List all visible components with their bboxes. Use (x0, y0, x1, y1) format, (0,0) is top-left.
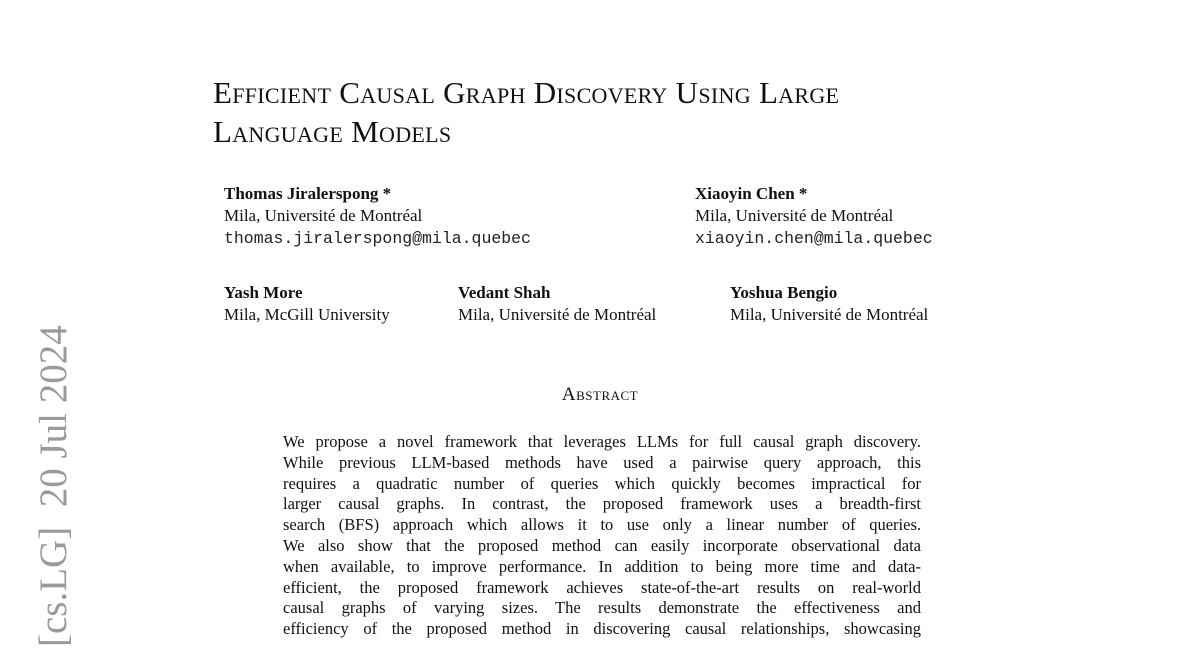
abstract-line: We also show that the proposed method can easily incorporate observational data (283, 535, 921, 555)
title-line: Language Models (213, 114, 452, 149)
author-block (224, 183, 531, 251)
author-affiliation: Mila, Université de Montréal (224, 206, 423, 225)
abstract-line: We propose a novel framework that leverages LLMs for full causal graph discovery. (283, 432, 921, 451)
author-block (695, 183, 933, 251)
author-affiliation: Mila, Université de Montréal (695, 206, 894, 225)
author-affiliation: Mila, Université de Montréal (458, 305, 657, 324)
author-name: Thomas Jiralerspong * (224, 184, 392, 203)
author-affiliation: Mila, McGill University (224, 305, 390, 324)
abstract-line: requires a quadratic number of queries which quickly becomes impractical for (283, 473, 921, 493)
abstract-line: search (BFS) approach which allows it to use only a linear number of queries. (283, 515, 921, 535)
abstract-line: when available, to improve performance. In addition to being more time and data- (283, 556, 921, 576)
abstract-line: efficient, the proposed framework achieves state-of-the-art results on real-world (283, 577, 921, 597)
paper-title (213, 73, 1013, 151)
author-block (730, 282, 928, 326)
arxiv-stamp-text: [cs.LG] 20 Jul 2024 (32, 325, 75, 647)
arxiv-side-stamp (30, 322, 75, 652)
author-name: Yash More (224, 283, 303, 302)
author-email[interactable]: xiaoyin.chen@mila.quebec (695, 229, 933, 248)
abstract-line: efficiency of the proposed method in discovering causal relationships, showcasing (283, 619, 921, 639)
author-name: Vedant Shah (458, 283, 551, 302)
abstract-line: larger causal graphs. In contrast, the proposed framework uses a breadth-first (283, 494, 921, 514)
abstract-line: While previous LLM-based methods have used a pairwise query approach, this (283, 452, 921, 472)
abstract-heading: Abstract (561, 384, 639, 405)
author-name: Yoshua Bengio (730, 283, 838, 302)
author-email[interactable]: thomas.jiralerspong@mila.quebec (224, 229, 531, 248)
author-block (224, 282, 390, 326)
author-block (458, 282, 656, 326)
author-name: Xiaoyin Chen * (695, 184, 808, 203)
abstract-body (283, 432, 921, 640)
title-line: Efficient Causal Graph Discovery Using Large (213, 75, 840, 110)
author-affiliation: Mila, Université de Montréal (730, 305, 929, 324)
abstract-line: causal graphs of varying sizes. The results demonstrate the effectiveness and (283, 598, 921, 618)
